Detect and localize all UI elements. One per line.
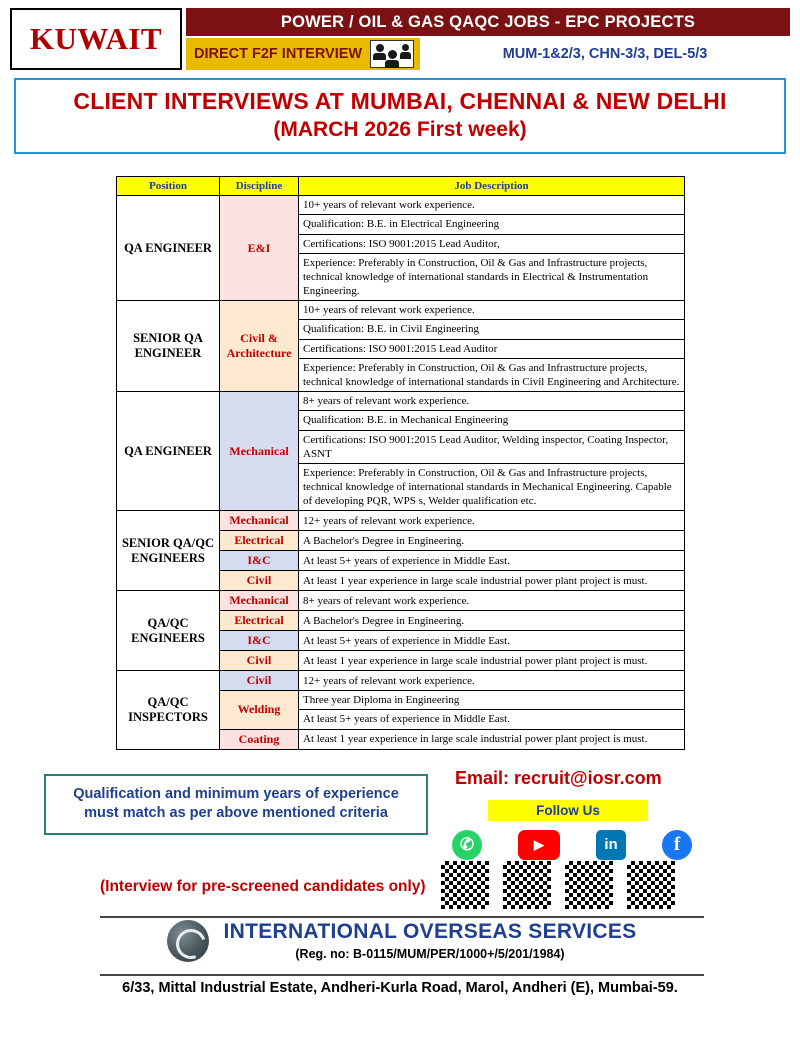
location-codes: MUM-1&2/3, CHN-3/3, DEL-5/3 [420, 38, 790, 70]
column-header-description: Job Description [299, 177, 685, 196]
row-desc-line: At least 1 year experience in large scale industrial power plant project is must. [299, 571, 685, 591]
email-link[interactable]: Email: recruit@iosr.com [455, 767, 662, 788]
row-discipline: Coating [220, 729, 299, 749]
row-position: QA/QC ENGINEERS [117, 591, 220, 671]
table-row [117, 392, 685, 411]
row-desc-line: Certifications: ISO 9001:2015 Lead Auditor [299, 339, 685, 358]
qualification-note-line2: must match as per above mentioned criteria [84, 805, 388, 822]
row-position: SENIOR QA ENGINEER [117, 301, 220, 392]
column-header-discipline: Discipline [220, 177, 299, 196]
qr-code-icon[interactable] [502, 860, 552, 910]
row-discipline: Civil [220, 651, 299, 671]
qualification-note [44, 774, 428, 835]
row-discipline: Electrical [220, 531, 299, 551]
qualification-note-line1: Qualification and minimum years of experience [73, 785, 399, 802]
divider-top [100, 916, 704, 918]
row-desc-line: Experience: Preferably in Construction, Oil & Gas and Infrastructure projects, technical knowledge of international standards in Electrical & Instrumentation Engineering. [299, 253, 685, 300]
row-desc-line: Certifications: ISO 9001:2015 Lead Auditor, [299, 234, 685, 253]
table-row [117, 196, 685, 215]
row-desc-line: Qualification: B.E. in Mechanical Engineering [299, 411, 685, 430]
row-discipline: E&I [220, 196, 299, 301]
company-name: INTERNATIONAL OVERSEAS SERVICES [223, 920, 637, 944]
row-desc-line: At least 5+ years of experience in Middle East. [299, 710, 685, 729]
globe-logo-icon [167, 920, 209, 962]
row-desc-line: Certifications: ISO 9001:2015 Lead Auditor, Welding inspector, Coating Inspector, ASNT [299, 430, 685, 463]
row-desc-line: Experience: Preferably in Construction, Oil & Gas and Infrastructure projects, technical knowledge of international standards in Civil Engineering and Architecture. [299, 359, 685, 392]
row-desc-line: At least 5+ years of experience in Middle East. [299, 551, 685, 571]
meeting-icon [370, 38, 420, 70]
row-discipline: Mechanical [220, 511, 299, 531]
row-position: SENIOR QA/QC ENGINEERS [117, 511, 220, 591]
row-desc-line: At least 1 year experience in large scale industrial power plant project is must. [299, 729, 685, 749]
table-header-row [117, 177, 685, 196]
prescreen-note: (Interview for pre-screened candidates only) [100, 877, 426, 895]
table-row [117, 591, 685, 611]
page-title [14, 78, 786, 154]
row-desc-line: Experience: Preferably in Construction, Oil & Gas and Infrastructure projects, technical knowledge of international standards in Mechanical Engineering. Capable of developing PQR, WPS s, Welder qualification etc. [299, 463, 685, 510]
page-title-line2: (MARCH 2026 First week) [273, 118, 527, 141]
header-subrow [186, 38, 790, 70]
country-label: KUWAIT [29, 21, 163, 56]
qr-code-icon[interactable] [440, 860, 490, 910]
row-desc-line: 12+ years of relevant work experience. [299, 671, 685, 691]
whatsapp-icon[interactable]: ✆ [452, 830, 482, 860]
linkedin-icon[interactable]: in [596, 830, 626, 860]
header-right [186, 8, 790, 70]
header-banner [10, 8, 790, 70]
row-discipline: Mechanical [220, 591, 299, 611]
table-row [117, 671, 685, 691]
row-desc-line: 10+ years of relevant work experience. [299, 301, 685, 320]
row-desc-line: Qualification: B.E. in Electrical Engineering [299, 215, 685, 234]
row-discipline: Electrical [220, 611, 299, 631]
row-desc-line: A Bachelor's Degree in Engineering. [299, 611, 685, 631]
row-desc-line: 8+ years of relevant work experience. [299, 591, 685, 611]
row-desc-line: A Bachelor's Degree in Engineering. [299, 531, 685, 551]
page-title-line1: CLIENT INTERVIEWS AT MUMBAI, CHENNAI & NEW DELHI [73, 88, 727, 114]
row-discipline: Civil [220, 671, 299, 691]
jobs-table-body [117, 196, 685, 750]
divider-bottom [100, 974, 704, 976]
youtube-icon[interactable]: ▶ [518, 830, 560, 860]
follow-us-label: Follow Us [488, 800, 648, 821]
banner-title: POWER / OIL & GAS QAQC JOBS - EPC PROJECTS [186, 8, 790, 36]
qr-code-icon[interactable] [626, 860, 676, 910]
row-discipline: Civil [220, 571, 299, 591]
qr-code-icon[interactable] [564, 860, 614, 910]
row-discipline: Civil & Architecture [220, 301, 299, 392]
jobs-table [116, 176, 685, 750]
facebook-icon[interactable]: f [662, 830, 692, 860]
company-registration: (Reg. no: B-0115/MUM/PER/1000+/5/201/1984) [295, 947, 565, 962]
row-desc-line: Qualification: B.E. in Civil Engineering [299, 320, 685, 339]
row-position: QA/QC INSPECTORS [117, 671, 220, 750]
row-desc-line: Three year Diploma in Engineering [299, 691, 685, 710]
jobs-table-wrap [116, 176, 684, 750]
company-block [223, 920, 636, 961]
row-desc-line: At least 5+ years of experience in Middle East. [299, 631, 685, 651]
row-desc-line: 10+ years of relevant work experience. [299, 196, 685, 215]
row-discipline: I&C [220, 631, 299, 651]
row-discipline: Mechanical [220, 392, 299, 511]
company-footer [100, 920, 704, 962]
interview-type-label: DIRECT F2F INTERVIEW [186, 38, 370, 70]
qr-codes [440, 860, 676, 910]
row-discipline: I&C [220, 551, 299, 571]
row-desc-line: At least 1 year experience in large scale industrial power plant project is must. [299, 651, 685, 671]
company-address: 6/33, Mittal Industrial Estate, Andheri-Kurla Road, Marol, Andheri (E), Mumbai-59. [122, 979, 678, 996]
social-links [452, 830, 692, 860]
table-row [117, 301, 685, 320]
country-box [10, 8, 182, 70]
table-row [117, 511, 685, 531]
row-desc-line: 8+ years of relevant work experience. [299, 392, 685, 411]
row-position: QA ENGINEER [117, 196, 220, 301]
row-desc-line: 12+ years of relevant work experience. [299, 511, 685, 531]
column-header-position: Position [117, 177, 220, 196]
row-discipline: Welding [220, 691, 299, 730]
row-position: QA ENGINEER [117, 392, 220, 511]
